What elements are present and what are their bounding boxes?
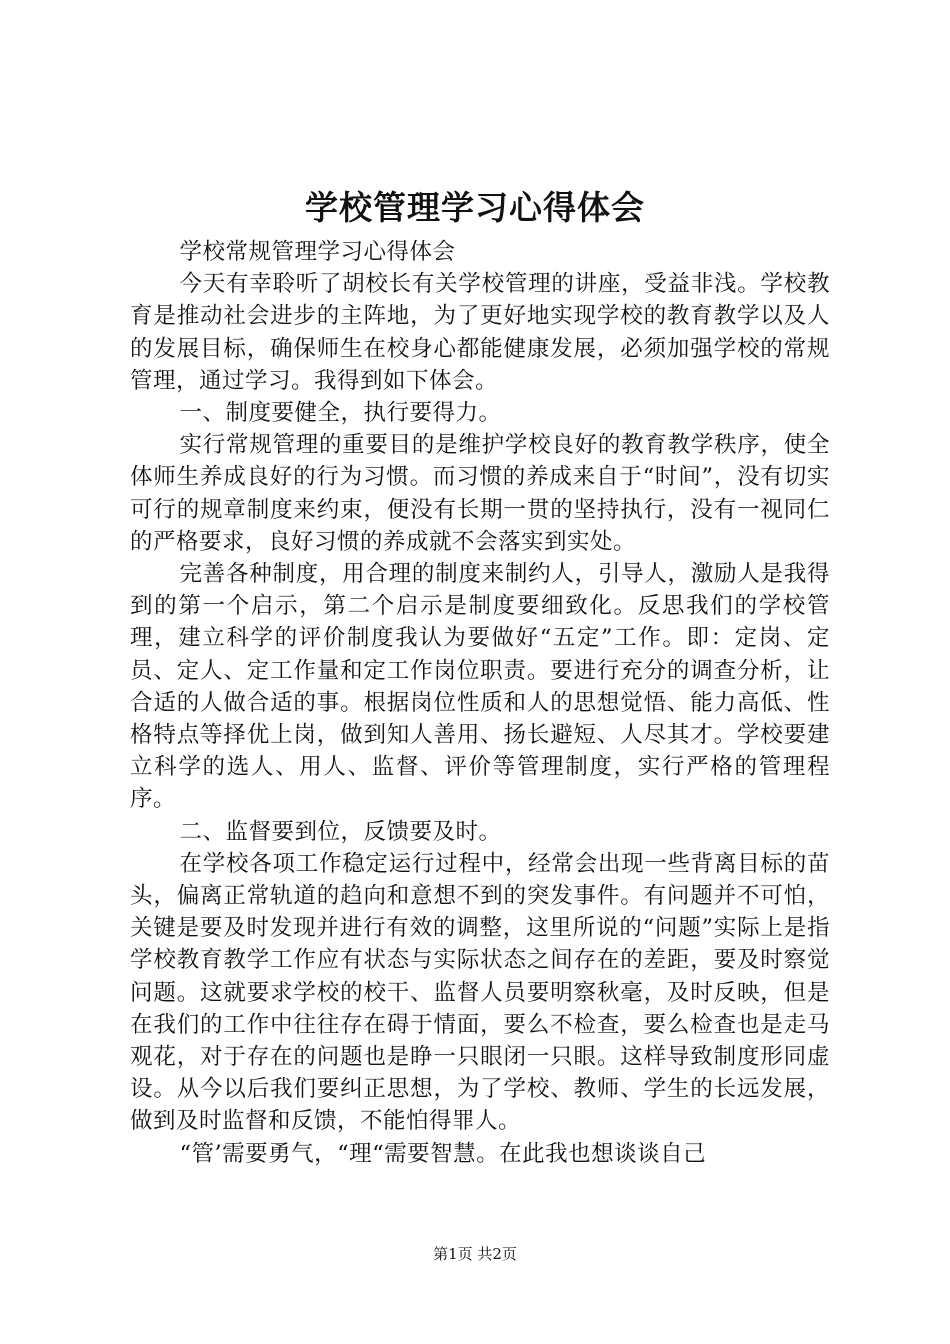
paragraph-section-1-a: 实行常规管理的重要目的是维护学校良好的教育教学秩序，使全体师生养成良好的行为习惯。而习惯的养成来自于“时间”，没有切实可行的规章制度来约束，便没有长期一贯的坚持执行，没有一视同仁的严格要求，良好习惯的养成就不会落实到实处。 — [130, 432, 830, 555]
page-footer: 第1页 共2页 — [433, 1245, 517, 1263]
document-body — [130, 236, 830, 1170]
paragraph-section-2-a: 在学校各项工作稳定运行过程中，经常会出现一些背离目标的苗头，偏离正常轨道的趋向和意想不到的突发事件。有问题并不可怕，关键是要及时发现并进行有效的调整，这里所说的“问题”实际上是指学校教育教学工作应有状态与实际状态之间存在的差距，要及时察觉问题。这就要求学校的校干、监督人员要明察秋毫，及时反映，但是在我们的工作中往往存在碍于情面，要么不检查，要么检查也是走马观花，对于存在的问题也是睁一只眼闭一只眼。这样导致制度形同虚设。从今以后我们要纠正思想，为了学校、教师、学生的长远发展，做到及时监督和反馈，不能怕得罪人。 — [130, 850, 830, 1135]
paragraph-subtitle: 学校常规管理学习心得体会 — [179, 239, 456, 265]
paragraph-section-1-b: 完善各种制度，用合理的制度来制约人，引导人，激励人是我得到的第一个启示，第二个启示是制度要细致化。反思我们的学校管理，建立科学的评价制度我认为要做好“五定”工作。即：定岗、定员、定人、定工作量和定工作岗位职责。要进行充分的调查分析，让合适的人做合适的事。根据岗位性质和人的思想觉悟、能力高低、性格特点等择优上岗，做到知人善用、扬长避短、人尽其才。学校要建立科学的选人、用人、监督、评价等管理制度，实行严格的管理程序。 — [130, 561, 830, 813]
document-title: 学校管理学习心得体会 — [305, 188, 645, 227]
paragraph-section-2-b: “管’需要勇气，“理“需要智慧。在此我也想谈谈自己 — [179, 1140, 707, 1167]
section-heading-1: 一、制度要健全，执行要得力。 — [179, 400, 502, 427]
paragraph-intro: 今天有幸聆听了胡校长有关学校管理的讲座，受益非浅。学校教育是推动社会进步的主阵地，为了更好地实现学校的教育教学以及人的发展目标，确保师生在校身心都能健康发展，必须加强学校的常规管理，通过学习。我得到如下体会。 — [130, 271, 830, 394]
section-heading-2: 二、监督要到位，反馈要及时。 — [179, 818, 502, 845]
